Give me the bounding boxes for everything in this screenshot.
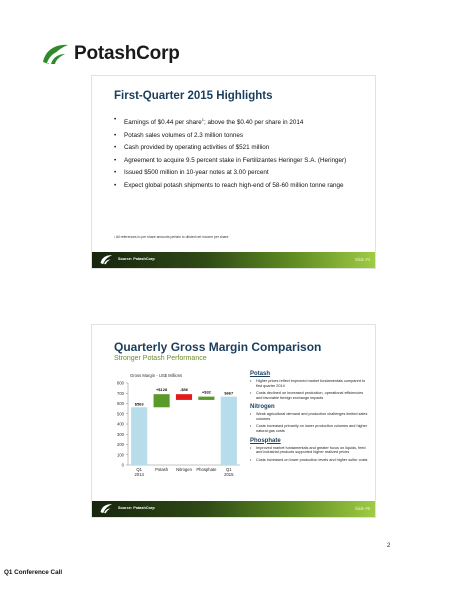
- nitrogen-notes: [250, 412, 368, 433]
- slide-footer: [92, 501, 375, 517]
- section-heading-potash: Potash: [250, 371, 271, 377]
- x-tick-label: Phosphate: [196, 467, 217, 472]
- section-heading-phosphate: Phosphate: [250, 437, 281, 444]
- list-item: • Weak agricultural demand and production challenges limited sales volumes: [250, 412, 368, 421]
- list-item: • Costs increased on lower production levels and higher sulfur costs: [250, 458, 368, 463]
- potashcorp-logo: [40, 42, 180, 66]
- data-label: -$56: [179, 387, 189, 393]
- data-label: +$32: [201, 389, 211, 395]
- phosphate-notes: [250, 446, 368, 463]
- y-tick-label: 600: [117, 401, 124, 406]
- bullet-text-continued: ; above the $0.40 per share in 2014: [203, 119, 304, 127]
- list-item: • Cash provided by operating activities of $521 million: [114, 144, 346, 152]
- page-number: 2: [387, 543, 391, 549]
- list-item: • Higher prices reflect improved market fundamentals compared to first quarter 2014: [250, 379, 368, 388]
- potashcorp-leaf-icon: [99, 254, 113, 265]
- data-label: $563: [134, 401, 144, 407]
- potashcorp-leaf-icon: [40, 42, 70, 66]
- x-tick-label: 2014: [134, 472, 144, 477]
- source-label: Source: PotashCorp: [118, 506, 155, 510]
- list-item: • Issued $500 million in 10-year notes at 3.00 percent: [114, 169, 346, 177]
- slide-highlights: [92, 76, 375, 268]
- highlights-list: [114, 116, 346, 195]
- slide-number: Slide #5: [354, 506, 370, 511]
- slide-subtitle: Stronger Potash Performance: [114, 355, 207, 362]
- data-label: +$128: [155, 387, 168, 393]
- y-tick-label: 300: [117, 431, 124, 437]
- y-tick-label: 100: [117, 452, 124, 458]
- x-tick-label: Nitrogen: [176, 467, 192, 472]
- y-tick-label: 200: [117, 442, 124, 447]
- list-item: • Potash sales volumes of 2.3 million tonnes: [114, 132, 346, 140]
- x-tick-label: Q1: [226, 467, 232, 472]
- footnote-marker: 1: [201, 117, 204, 122]
- chart-bar: [198, 397, 214, 400]
- x-tick-label: Q1: [136, 467, 142, 472]
- y-tick-label: 400: [117, 421, 124, 427]
- chart-title: Gross Margin - US$ Millions: [130, 373, 183, 378]
- chart-bar: [221, 397, 237, 465]
- chart-bar: [154, 394, 170, 407]
- slide-number: Slide #4: [354, 257, 370, 262]
- footnote: ¹ All references to per share amounts pertain to diluted net income per share.: [114, 235, 230, 239]
- document-footer: Q1 Conference Call: [4, 569, 63, 576]
- source-label: Source: PotashCorp: [118, 257, 155, 261]
- x-tick-label: Potash: [155, 467, 169, 472]
- commentary-panel: [250, 371, 368, 466]
- data-label: $667: [224, 390, 234, 396]
- list-item: • Improved market fundamentals and greater focus on liquids, feed and industrial products supported higher realized prices: [250, 446, 368, 455]
- chart-bar: [131, 407, 147, 465]
- y-tick-label: 500: [117, 411, 124, 417]
- list-item: • Costs increased primarily on lower production volumes and higher natural gas costs: [250, 424, 368, 433]
- slide-title: First-Quarter 2015 Highlights: [114, 90, 273, 102]
- slide-title: Quarterly Gross Margin Comparison: [114, 340, 322, 354]
- gross-margin-waterfall-chart: [104, 369, 246, 485]
- bullet-text: Earnings of $0.44 per share: [124, 119, 202, 127]
- y-tick-label: 0: [121, 462, 124, 468]
- chart-bar: [176, 394, 192, 400]
- section-heading-nitrogen: Nitrogen: [250, 404, 275, 411]
- list-item: • Agreement to acquire 9.5 percent stake in Fertilizantes Heringer S.A. (Heringer): [114, 157, 346, 165]
- slide-gross-margin: [92, 325, 375, 517]
- list-item: • Costs declined on increased production, operational efficiencies and favorable foreign exchange impacts: [250, 391, 368, 400]
- x-tick-label: 2015: [224, 472, 234, 477]
- potashcorp-leaf-icon: [99, 503, 113, 514]
- list-item: • Expect global potash shipments to reach high-end of 58-60 million tonne range: [114, 182, 346, 190]
- y-tick-label: 700: [117, 390, 124, 396]
- potash-notes: [250, 379, 368, 400]
- slide-footer: [92, 252, 375, 268]
- y-tick-label: 800: [117, 380, 124, 386]
- logo-text: PotashCorp: [74, 43, 180, 64]
- list-item: [114, 116, 346, 127]
